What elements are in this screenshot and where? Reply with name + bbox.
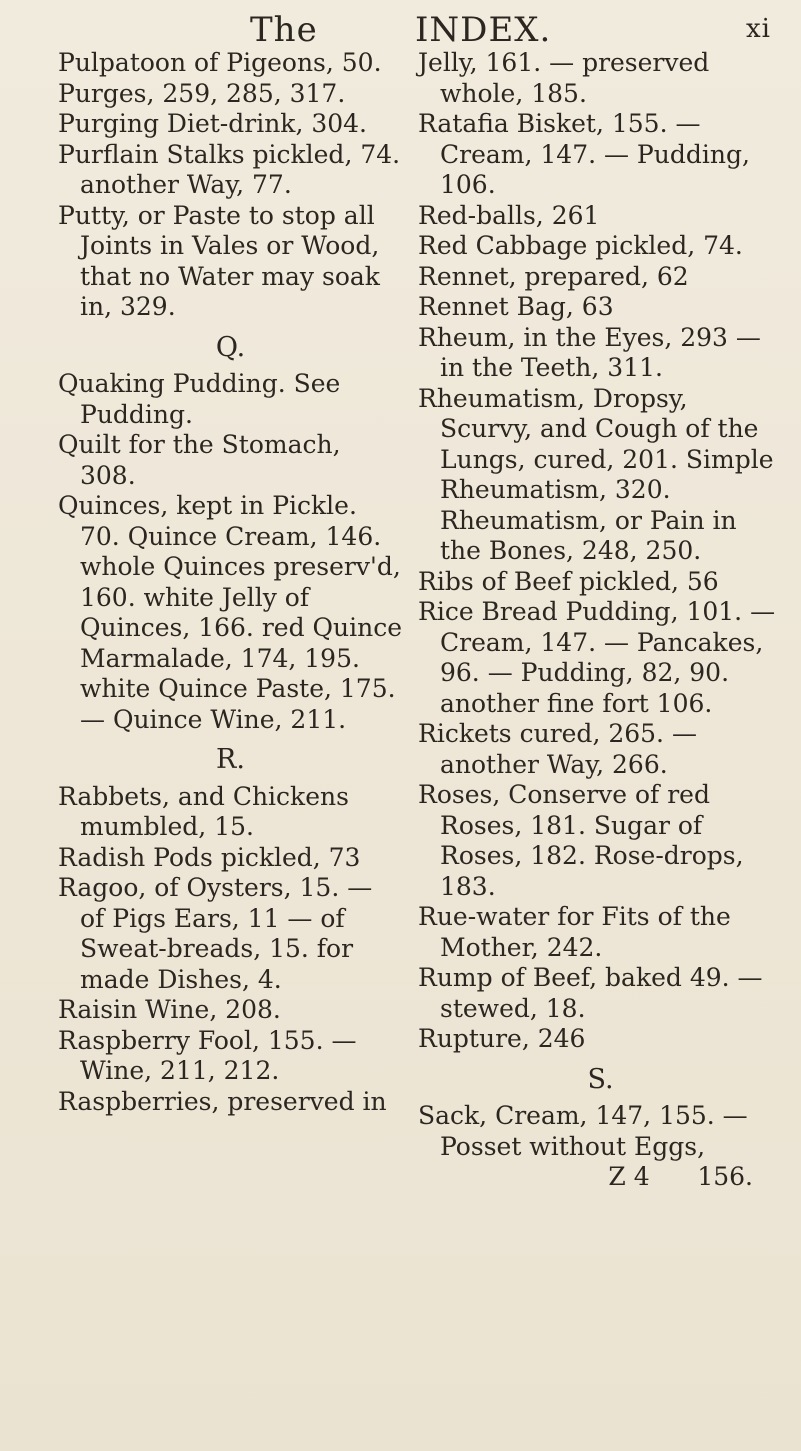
page-number: xi — [746, 14, 771, 44]
index-entry: Pulpatoon of Pigeons, 50. — [58, 48, 382, 77]
index-entry: Rupture, 246 — [418, 1024, 586, 1053]
index-entry: Ragoo, of Oysters, 15. — of Pigs Ears, 11 — of Sweat-breads, 15. for made Dishes, 4. — [58, 873, 373, 994]
header-article: The — [250, 10, 318, 50]
section-letter-r: R. — [216, 744, 245, 775]
index-entry: Quaking Pudding. See Pudding. — [58, 369, 341, 429]
catchword: 156. — [697, 1162, 753, 1191]
index-entry: Sack, Cream, 147, 155. — Posset without Eggs, — [418, 1101, 748, 1161]
index-entry: Radish Pods pickled, 73 — [58, 842, 361, 872]
index-entry: Raspberry Fool, 155. — Wine, 211, 212. — [58, 1025, 357, 1085]
catchword-stub — [418, 1162, 783, 1193]
index-entry: Quinces, kept in Pickle. 70. Quince Cream, 146. whole Quinces preserv'd, 160. white Jelly of Quinces, 166. red Quince Marmalade, 174, 195. white Quince Paste, 175. — Quince Wine, 211. — [58, 491, 403, 734]
index-entry: Purflain Stalks pickled, 74. another Way, 77. — [58, 139, 401, 199]
index-entry: Red-balls, 261 — [418, 200, 600, 230]
index-entry: Quilt for the Stomach, 308. — [58, 430, 341, 490]
header-title: INDEX. — [415, 10, 552, 50]
index-entry: Ribs of Beef pickled, 56 — [418, 566, 719, 596]
index-entry: Rice Bread Pudding, 101. — Cream, 147. — Pancakes, 96. — Pudding, 82, 90. another fine fort 106. — [418, 597, 776, 718]
index-entry: Roses, Conserve of red Roses, 181. Sugar of Roses, 182. Rose-drops, 183. — [418, 780, 744, 901]
index-entry: Raisin Wine, 208. — [58, 995, 281, 1024]
section-letter-s: S. — [587, 1063, 614, 1095]
left-column — [58, 48, 403, 1117]
index-entry: Rennet Bag, 63 — [418, 292, 614, 321]
index-entry: Rheumatism, Dropsy, Scurvy, and Cough of the Lungs, cured, 201. Simple Rheumatism, 320. Rheumatism, or Pain in the Bones, 248, 250. — [418, 383, 774, 565]
index-entry: Jelly, 161. — preserved whole, 185. — [418, 48, 710, 108]
index-entry: Putty, or Paste to stop all Joints in Vales or Wood, that no Water may soak in, 329. — [58, 200, 380, 321]
index-entry: Rue-water for Fits of the Mother, 242. — [418, 902, 731, 962]
index-entry: Raspberries, preserved in — [58, 1086, 387, 1116]
index-entry: Red Cabbage pickled, 74. — [418, 231, 743, 260]
index-entry: Rennet, prepared, 62 — [418, 261, 689, 291]
index-entry: Purges, 259, 285, 317. — [58, 78, 346, 108]
index-entry: Rheum, in the Eyes, 293 — in the Teeth, 311. — [418, 322, 761, 382]
index-entry: Rabbets, and Chickens mumbled, 15. — [58, 781, 349, 841]
index-entry: Ratafia Bisket, 155. — Cream, 147. — Pudding, 106. — [418, 109, 750, 199]
signature-mark: Z 4 — [608, 1162, 650, 1191]
index-entry: Rickets cured, 265. — another Way, 266. — [418, 719, 697, 779]
right-column — [418, 48, 783, 1193]
section-letter-q: Q. — [215, 331, 246, 363]
index-entry: Rump of Beef, baked 49. — stewed, 18. — [418, 963, 763, 1023]
running-header — [250, 10, 771, 50]
index-entry: Purging Diet-drink, 304. — [58, 109, 368, 138]
